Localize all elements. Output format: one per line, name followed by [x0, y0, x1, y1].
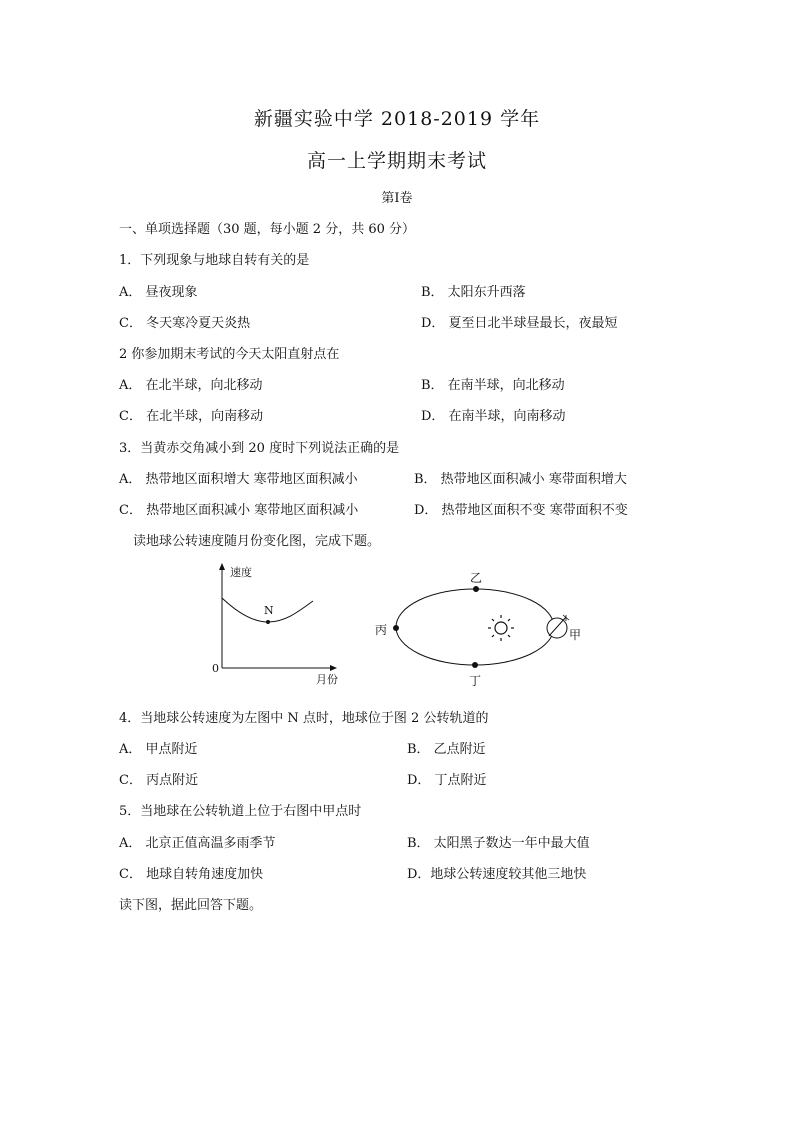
question-1-option-b: B． 太阳东升西落	[421, 285, 526, 300]
orbit-ellipse	[396, 589, 554, 665]
question-2-stem: 2 你参加期末考试的今天太阳直射点在	[119, 347, 340, 362]
section-heading: 一、单项选择题（30 题，每小题 2 分，共 60 分）	[119, 222, 416, 237]
question-3-option-a: A． 热带地区面积增大 寒带地区面积减小	[119, 472, 358, 487]
point-bing-label: 丙	[375, 623, 388, 637]
point-jia-label: 甲	[569, 628, 582, 642]
x-axis-label: 月份	[316, 673, 338, 686]
question-3-option-b: B． 热带地区面积减小 寒带面积增大	[414, 472, 627, 487]
question-4-stem: 4．当地球公转速度为左图中 N 点时，地球位于图 2 公转轨道的	[119, 711, 489, 726]
question-3-stem: 3．当黄赤交角减小到 20 度时下列说法正确的是	[119, 441, 400, 456]
question-5-option-a: A． 北京正值高温多雨季节	[119, 836, 276, 851]
question-1-stem: 1．下列现象与地球自转有关的是	[119, 253, 310, 268]
question-2-option-d: D． 在南半球，向南移动	[421, 409, 566, 424]
question-3-option-d: D． 热带地区面积不变 寒带面积不变	[414, 503, 628, 518]
point-n-label: N	[264, 604, 274, 617]
question-3-option-c: C． 热带地区面积减小 寒带地区面积减小	[119, 503, 359, 518]
question-1-option-c: C． 冬天寒冷夏天炎热	[119, 316, 251, 331]
figure-instruction: 读地球公转速度随月份变化图，完成下题。	[133, 534, 381, 549]
exam-title: 新疆实验中学 2018-2019 学年	[253, 108, 541, 130]
question-5-option-b: B． 太阳黑子数达一年中最大值	[407, 836, 590, 851]
question-2-option-a: A． 在北半球，向北移动	[119, 378, 263, 393]
orbit-figure	[200, 560, 600, 690]
orbit-diagram	[375, 571, 581, 688]
x-axis-arrow	[330, 665, 337, 671]
point-n-marker	[266, 620, 270, 624]
point-ding-label: 丁	[469, 674, 482, 688]
earth-icon	[547, 615, 569, 638]
question-2-option-c: C． 在北半球，向南移动	[119, 409, 264, 424]
volume-label: 第Ⅰ卷	[381, 191, 413, 206]
question-5-option-c: C． 地球自转角速度加快	[119, 867, 264, 882]
speed-month-graph	[212, 563, 338, 686]
question-4-option-c: C． 丙点附近	[119, 773, 199, 788]
y-axis-arrow	[219, 563, 225, 570]
next-figure-instruction: 读下图，据此回答下题。	[119, 898, 263, 913]
point-ding-marker	[472, 662, 478, 668]
point-yi-label: 乙	[470, 571, 483, 585]
question-5-stem: 5．当地球在公转轨道上位于右图中甲点时	[119, 804, 362, 819]
question-4-option-d: D． 丁点附近	[407, 773, 487, 788]
origin-label: 0	[212, 662, 219, 675]
point-yi-marker	[473, 586, 479, 592]
question-1-option-a: A． 昼夜现象	[119, 285, 198, 300]
sun-icon	[488, 615, 514, 641]
question-4-option-b: B． 乙点附近	[407, 742, 486, 757]
question-5-option-d: D．地球公转速度较其他三地快	[407, 867, 587, 882]
question-1-option-d: D． 夏至日北半球昼最长，夜最短	[421, 316, 618, 331]
question-2-option-b: B． 在南半球，向北移动	[421, 378, 565, 393]
exam-subtitle: 高一上学期期末考试	[306, 150, 487, 172]
point-bing-marker	[393, 625, 399, 631]
question-4-option-a: A． 甲点附近	[119, 742, 198, 757]
y-axis-label: 速度	[230, 566, 252, 579]
